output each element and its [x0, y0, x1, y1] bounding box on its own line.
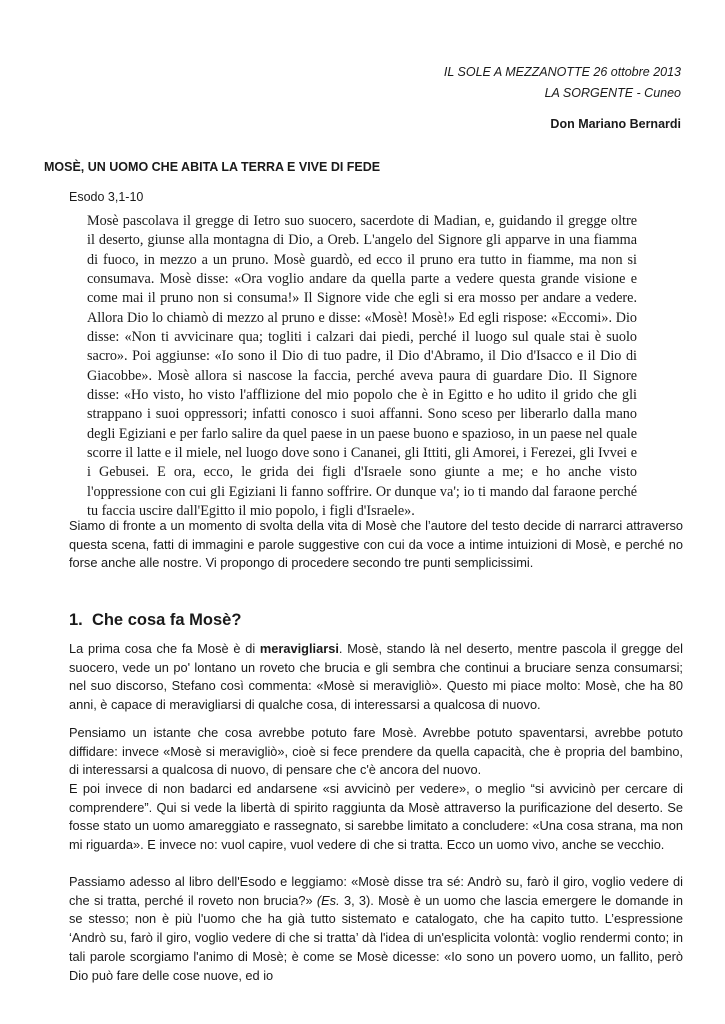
section-number: 1. — [69, 611, 83, 629]
document-title: MOSÈ, UN UOMO CHE ABITA LA TERRA E VIVE DI FEDE — [44, 160, 381, 174]
body-paragraph — [69, 640, 683, 715]
emphasized-word: meravigliarsi — [259, 641, 339, 656]
section-heading — [69, 611, 241, 630]
body-paragraph — [69, 873, 683, 985]
scripture-reading: Mosè pascolava il gregge di Ietro suo suocero, sacerdote di Madian, e, guidando il gregge oltre il deserto, giunse alla montagna di Dio, a Oreb. L'angelo del Signore gli apparve in una fiamma di fuoco, in mezzo a un pruno. Mosè guardò, ed ecco il pruno era tutto in fiamme, ma non si consumava. Mosè disse: «Ora voglio andare da quella parte a vedere questa grande visione e come mai il pruno non si consuma!» Il Signore vide che egli si era mosso per andare a vedere. Allora Dio lo chiamò di mezzo al pruno e disse: «Mosè! Mosè!» Ed egli rispose: «Eccomi». Dio disse: «Non ti avvicinare qua; togliti i calzari dai piedi, perché il luogo sul quale stai è suolo sacro». Poi aggiunse: «Io sono il Dio di tuo padre, il Dio d'Abramo, il Dio d'Isacco e il Dio di Giacobbe». Mosè allora si nascose la faccia, perché aveva paura di guardare Dio. Il Signore disse: «Ho visto, ho visto l'afflizione del mio popolo che è in Egitto e ho udito il grido che gli strappano i suoi oppressori; infatti conosco i suoi affanni. Sono sceso per liberarlo dalla mano degli Egiziani e per farlo salire da quel paese in un paese buono e spazioso, in un paese nel quale scorre il latte e il miele, nel luogo dove sono i Cananei, gli Ittiti, gli Amorei, i Ferezei, gli Ivvei e i Gebusei. E ora, ecco, le grida dei figli d'Israele sono giunte a me; e ho anche visto l'oppressione con cui gli Egiziani li fanno soffrire. Or dunque va'; io ti mando dal faraone perché tu faccia uscire dall'Egitto il mio popolo, i figli d'Israele». — [87, 213, 637, 520]
citation: (Es. — [316, 892, 340, 908]
paragraph-text: 3, 3). Mosè è un uomo che lascia emergere le domande in se stesso; non è più l'uomo che ha già tutto sistemato e catalogato, che ha capito tutto. L’espressione ‘Andrò su, farò il giro, voglio vedere di che si tratta’ dà l'idea di un'esplicita volontà: voglio rendermi conto; in tali parole scorgiamo l'animo di Mosè; è come se Mosè dicesse: «Io sono un povero uomo, un fallito, però Dio può fare delle cose nuove, ed io — [69, 892, 683, 983]
paragraph-text: Passiamo adesso al libro dell'Esodo e leggiamo: «Mosè disse tra sé: Andrò su, farò il giro, voglio vedere di che si tratta, perché il roveto non brucia?» — [69, 874, 683, 908]
section-title: Che cosa fa Mosè? — [91, 611, 242, 629]
reading-reference: Esodo 3,1-10 — [69, 190, 144, 204]
body-paragraph: Pensiamo un istante che cosa avrebbe potuto fare Mosè. Avrebbe potuto spaventarsi, avrebbe potuto diffidare: invece «Mosè si meravigliò», cioè si fece prendere da quella capacità, che è propria del bambino, di interessarsi a qualcosa di nuovo, di pensare che c'è ancora del nuovo. — [69, 725, 683, 778]
body-paragraph: E poi invece di non badarci ed andarsene «si avvicinò per vedere», o meglio “si avvicinò per cercare di comprendere”. Qui si vede la libertà di spirito raggiunta da Mosè attraverso la purificazione del deserto. Se fosse stato un uomo amareggiato e rassegnato, si sarebbe limitato a concludere: «Una cosa strana, ma non mi riguarda». E invece no: vuol capire, vuol vedere di che si tratta. Ecco un uomo vivo, anche se vecchio. — [69, 781, 683, 853]
intro-paragraph: Siamo di fronte a un momento di svolta della vita di Mosè che l’autore del testo decide di narrarci attraverso questa scena, fatti di immagini e parole suggestive con cui da voce a intime intuizioni di Mosè, e perché no forse anche alle nostre. Vi propongo di procedere secondo tre punti semplicissimi. — [69, 518, 683, 571]
venue-header: LA SORGENTE - Cuneo — [544, 86, 681, 100]
paragraph-text: . Mosè, stando là nel deserto, mentre pascola il gregge del suocero, vede un po' lontano un roveto che brucia e gli sembra che continui a bruciare senza consumarsi; nel suo discorso, Stefano così commenta: «Mosè si meravigliò». Questo mi piace molto: Mosè, che ha 80 anni, è capace di meravigliarsi di qualche cosa, di interessarsi a qualcosa di nuovo. — [69, 641, 684, 713]
paragraph-text: La prima cosa che fa Mosè è di — [69, 641, 260, 656]
event-header: IL SOLE A MEZZANOTTE 26 ottobre 2013 — [443, 65, 681, 79]
author-name: Don Mariano Bernardi — [550, 117, 681, 131]
